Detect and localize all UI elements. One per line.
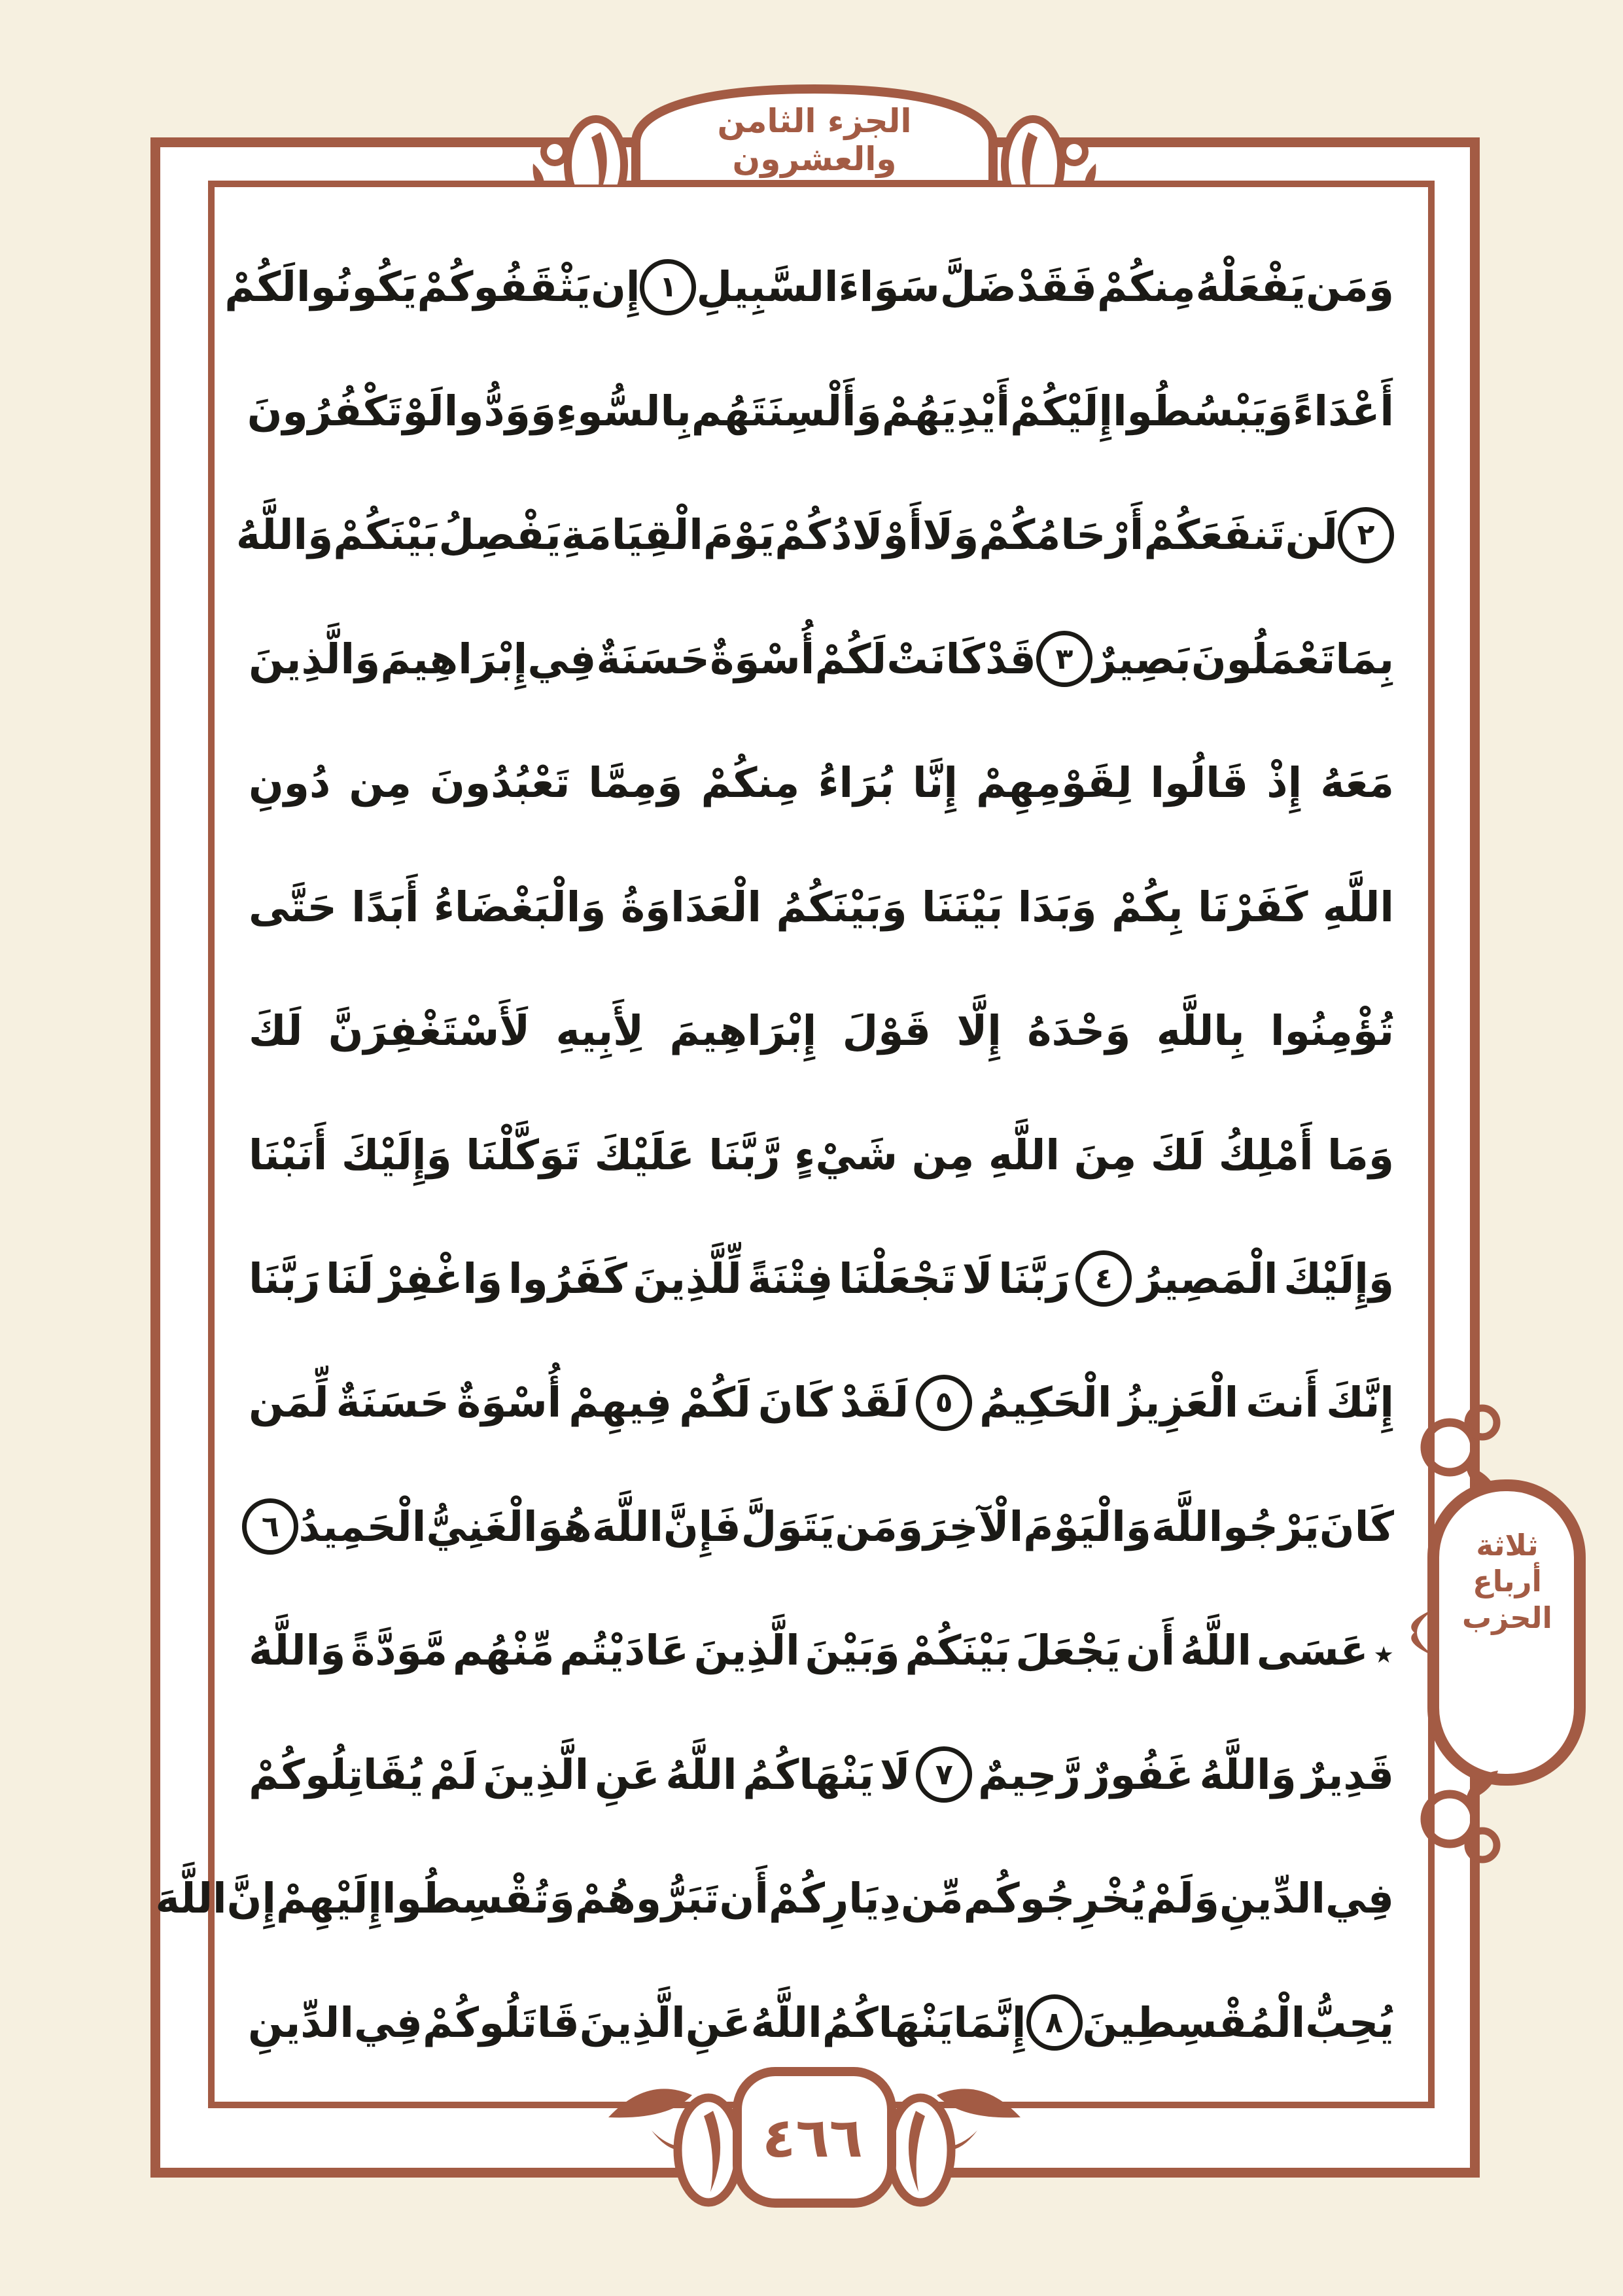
word: الدِّينِ (247, 1998, 354, 2047)
word: وَالْبَغْضَاءُ (433, 883, 606, 931)
word: كَانَتْ (886, 635, 985, 683)
word: قَالُوا (1150, 759, 1249, 807)
word: وَيَبْسُطُوا (1113, 387, 1293, 435)
word: وَاللَّهُ (1199, 1750, 1297, 1799)
word: اللَّهُ (750, 1998, 822, 2047)
word: يَفْعَلْهُ (1195, 263, 1306, 311)
hizb-word-2: أرباع (1473, 1564, 1542, 1599)
word: لَنَا (326, 1254, 374, 1303)
word: يَجْعَلَ (1015, 1627, 1121, 1675)
word: إِلَّا (956, 1007, 1002, 1055)
word: لَمْ (429, 1750, 478, 1799)
word: قَدْ (985, 635, 1036, 683)
word: أَن (1125, 1627, 1176, 1675)
word: يَتَوَلَّ (741, 1502, 835, 1551)
word: ضَلَّ (939, 263, 1017, 311)
verse-number-badge: ٨ (1026, 1994, 1083, 2051)
word: لَكَ (1150, 1131, 1205, 1179)
word: الَّذِينَ (483, 1750, 589, 1799)
word: وَحْدَهُ (1027, 1007, 1131, 1055)
word: فِي (527, 635, 597, 683)
word: تَكْفُرُونَ (247, 387, 403, 435)
quran-line (249, 597, 1394, 720)
word: إِنَّكَ (1326, 1379, 1394, 1427)
word: حَسَنَةٌ (336, 1379, 450, 1427)
word: رَّحِيمٌ (978, 1750, 1081, 1799)
word: مَّوَدَّةً (351, 1627, 448, 1675)
word: أَنَبْنَا (249, 1131, 328, 1179)
quran-line (155, 1837, 1394, 1960)
word: يَكُونُوا (296, 263, 417, 311)
word: وَالَّذِينَ (249, 635, 381, 683)
leaf-left (608, 2089, 692, 2117)
word: بَصِيرٌ (1092, 635, 1191, 683)
word: تَعْمَلُونَ (1191, 635, 1336, 683)
word: إِنَّ (226, 1875, 277, 1923)
word: وَمِمَّا (588, 759, 683, 807)
verse-number-badge: ١ (640, 259, 696, 315)
word: فِي (353, 1998, 423, 2047)
word: وَمَن (835, 1502, 924, 1551)
word: أَمْلِكُ (1218, 1131, 1314, 1179)
word: الْحَكِيمُ (979, 1379, 1112, 1427)
word: كَانَ (1319, 1502, 1394, 1551)
word: مِنكُمْ (701, 759, 800, 807)
word: يَنْهَاكُمُ (822, 1998, 954, 2047)
word: قَوْلَ (842, 1007, 932, 1055)
word: بَيْنَكُمْ (905, 1627, 1011, 1675)
word: فَإِنَّ (663, 1502, 741, 1551)
word: مَعَهُ (1320, 759, 1394, 807)
word: وَأَلْسِنَتَهُم (691, 387, 882, 435)
word: لِّمَن (249, 1379, 329, 1427)
quran-line (249, 721, 1394, 845)
word: تَعْبُدُونَ (430, 759, 570, 807)
word: كَانَ (758, 1379, 833, 1427)
word: أَنتَ (1246, 1379, 1319, 1427)
word: إِنَّا (913, 759, 958, 807)
word: قَاتَلُوكُمْ (422, 1998, 580, 2047)
word: أَرْحَامُكُمْ (979, 511, 1144, 559)
word: وَبَيْنَ (805, 1627, 900, 1675)
word: دُونِ (249, 759, 331, 807)
word: إِلَيْكُمْ (1010, 387, 1113, 435)
word: حَسَنَةٌ (596, 635, 710, 683)
verse-number-badge: ٥ (916, 1375, 972, 1431)
word: الْآخِرَ (923, 1502, 1024, 1551)
word: رَبَّنَا (998, 1254, 1070, 1303)
word: أَبَدًا (351, 883, 419, 931)
word: لَن (1285, 511, 1338, 559)
word: قَدِيرٌ (1302, 1750, 1394, 1799)
word: أُسْوَةٌ (710, 635, 815, 683)
word: وَإِلَيْكَ (341, 1131, 452, 1179)
word: بِالسُّوءِ (556, 387, 691, 435)
word: عَلَيْكَ (594, 1131, 695, 1179)
word: وَتُقْسِطُوا (382, 1875, 575, 1923)
word: فَقَدْ (1016, 263, 1097, 311)
word: مِن (349, 759, 412, 807)
word: أَعْدَاءً (1293, 387, 1394, 435)
word: لَأَسْتَغْفِرَنَّ (328, 1007, 531, 1055)
word: سَوَاءَ (838, 263, 940, 311)
word: كَفَرُوا (508, 1254, 627, 1303)
word: مِن (911, 1131, 975, 1179)
verse-number-badge: ٢ (1338, 507, 1394, 563)
word: بِمَا (1335, 635, 1394, 683)
hizb-word-3: الحزب (1462, 1600, 1552, 1635)
knot-top-small (1468, 1408, 1497, 1437)
curl-leaf-right (1085, 164, 1096, 185)
juz-title: الجزء الثامن والعشرون (717, 102, 912, 178)
word: وَوَدُّوا (444, 387, 557, 435)
word: يَنْهَاكُمُ (742, 1750, 874, 1799)
word: لَا (879, 1750, 911, 1799)
word: يُحِبُّ (1305, 1998, 1394, 2047)
word: بُرَاءُ (818, 759, 894, 807)
quran-line (249, 349, 1394, 472)
word: مِنكُمْ (1096, 263, 1196, 311)
word: وَبَدَا (1017, 883, 1097, 931)
word: تَوَكَّلْنَا (466, 1131, 581, 1179)
word: بِكُمْ (1111, 883, 1183, 931)
word: لَكَ (249, 1007, 303, 1055)
word: اللَّهُ (665, 1750, 737, 1799)
word: وَاللَّهُ (249, 1627, 346, 1675)
hizb-medallion-label (1436, 1530, 1579, 1633)
word: الدِّينِ (1219, 1875, 1325, 1923)
word: لَا (962, 1254, 993, 1303)
word: هُوَ (537, 1502, 592, 1551)
word: أَوْلَادُكُمْ (775, 511, 923, 559)
word: لَقَدْ (839, 1379, 909, 1427)
word: بَيْنَنَا (921, 883, 1003, 931)
verse-number-badge: ٧ (916, 1746, 972, 1803)
word: اللَّهَ (1151, 1502, 1223, 1551)
word: اللَّهَ (591, 1502, 663, 1551)
curl-right (1063, 141, 1085, 163)
word: وَاللَّهُ (236, 511, 334, 559)
word: إِذْ (1266, 759, 1302, 807)
knot-bottom-small (1468, 1831, 1497, 1860)
word: مِنَ (1073, 1131, 1137, 1179)
word: الْحَمِيدُ (298, 1502, 427, 1551)
word: يُقَاتِلُوكُمْ (249, 1750, 424, 1799)
curl-leaf-left (533, 164, 544, 185)
word: لَكُمْ (224, 263, 296, 311)
word: تَبَرُّوهُمْ (574, 1875, 720, 1923)
word: لِقَوْمِهِمْ (975, 759, 1132, 807)
word: وَلَا (922, 511, 979, 559)
word: لِأَبِيهِ (555, 1007, 644, 1055)
quran-text-block (155, 187, 1428, 2102)
word: يَثْقَفُوكُمْ (417, 263, 591, 311)
quran-line (224, 225, 1394, 349)
word: فِي (1325, 1875, 1394, 1923)
word: الْمَصِيرُ (1137, 1254, 1278, 1303)
word: اللَّهُ (1179, 1627, 1252, 1675)
word: إِنَّمَا (953, 1998, 1026, 2047)
curl-left (544, 141, 566, 163)
word: عَنِ (685, 1998, 751, 2047)
word: إِبْرَاهِيمَ (380, 635, 528, 683)
word: تَنفَعَكُمْ (1143, 511, 1285, 559)
word: يُخْرِجُوكُم (963, 1875, 1146, 1923)
quran-line (249, 845, 1394, 968)
word: رَبَّنَا (249, 1254, 321, 1303)
word: وَمَن (1306, 263, 1394, 311)
word: غَفُورٌ (1086, 1750, 1194, 1799)
word: اللَّهِ (988, 1131, 1060, 1179)
quran-line (249, 1093, 1394, 1216)
word: اللَّهَ (155, 1875, 227, 1923)
word: وَالْيَوْمَ (1023, 1502, 1151, 1551)
word: مِّنْهُم (452, 1627, 555, 1675)
quran-line (249, 1341, 1394, 1464)
word: رَّبَّنَا (708, 1131, 780, 1179)
word: تَجْعَلْنَا (839, 1254, 956, 1303)
word: مِّن (900, 1875, 964, 1923)
word: وَبَيْنَكُمُ (776, 883, 907, 931)
word: الْمُقْسِطِينَ (1082, 1998, 1306, 2047)
word: إِلَيْهِمْ (276, 1875, 382, 1923)
word: أُسْوَةٌ (457, 1379, 562, 1427)
rub-el-hizb-marker: ٭ (1373, 1631, 1394, 1676)
leaf-right (937, 2089, 1021, 2117)
word: لَكُمْ (679, 1379, 751, 1427)
quran-line (249, 969, 1394, 1093)
word: الْغَنِيُّ (426, 1502, 538, 1551)
word: وَاغْفِرْ (379, 1254, 503, 1303)
word: بِاللَّهِ (1156, 1007, 1245, 1055)
word: إِبْرَاهِيمَ (669, 1007, 817, 1055)
verse-number-badge: ٦ (242, 1498, 298, 1555)
word: الَّذِينَ (579, 1998, 686, 2047)
word: عَادَيْتُم (559, 1627, 689, 1675)
page-number: ٤٦٦ (762, 2106, 863, 2170)
quran-line (249, 1713, 1394, 1837)
quran-line (249, 1465, 1394, 1589)
word: أَن (719, 1875, 769, 1923)
verse-number-badge: ٤ (1075, 1250, 1132, 1307)
word: الَّذِينَ (693, 1627, 800, 1675)
word: يَفْصِلُ (438, 511, 561, 559)
word: فِيهِمْ (568, 1379, 672, 1427)
verse-number-badge: ٣ (1036, 631, 1092, 687)
word: وَمَا (1327, 1131, 1394, 1179)
word: عَسَى (1256, 1627, 1369, 1675)
word: وَلَمْ (1145, 1875, 1219, 1923)
word: دِيَارِكُمْ (768, 1875, 901, 1923)
word: السَّبِيلِ (696, 263, 839, 311)
quran-line (249, 1217, 1394, 1341)
word: حَتَّى (249, 883, 337, 931)
word: إِن (591, 263, 640, 311)
word: كَفَرْنَا (1197, 883, 1308, 931)
word: الْعَدَاوَةُ (620, 883, 761, 931)
hizb-word-1: ثلاثة (1476, 1528, 1539, 1563)
word: لَوْ (402, 387, 444, 435)
word: عَنِ (594, 1750, 660, 1799)
word: الْقِيَامَةِ (561, 511, 703, 559)
word: لِّلَّذِينَ (633, 1254, 742, 1303)
word: تُؤْمِنُوا (1270, 1007, 1394, 1055)
quran-line (249, 1589, 1394, 1712)
word: أَيْدِيَهُمْ (881, 387, 1011, 435)
quran-line (236, 473, 1394, 597)
word: لَكُمْ (814, 635, 887, 683)
word: الْعَزِيزُ (1119, 1379, 1239, 1427)
word: يَوْمَ (703, 511, 775, 559)
word: وَإِلَيْكَ (1283, 1254, 1394, 1303)
word: اللَّهِ (1322, 883, 1394, 931)
hizb-medallion-ornament (1387, 1394, 1609, 1878)
word: فِتْنَةً (747, 1254, 833, 1303)
word: شَيْءٍ (794, 1131, 898, 1179)
word: يَرْجُو (1223, 1502, 1319, 1551)
word: بَيْنَكُمْ (333, 511, 439, 559)
